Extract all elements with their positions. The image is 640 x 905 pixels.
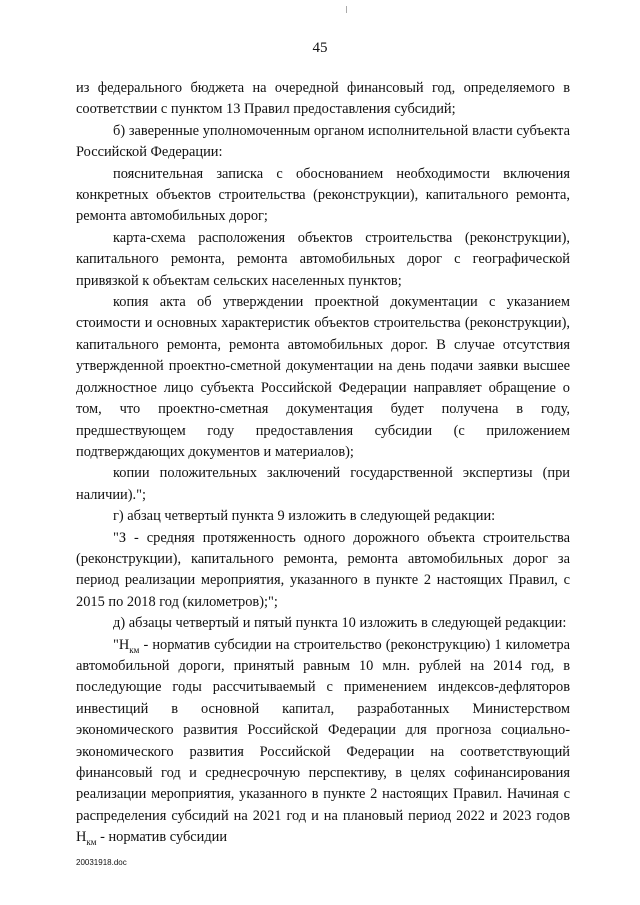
file-name-footer: 20031918.doc [76,858,127,867]
paragraph: д) абзацы четвертый и пятый пункта 10 изложить в следующей редакции: [113,615,567,632]
scan-mark [346,6,347,13]
paragraph: копии положительных заключений государственной экспертизы (при наличии)."; [76,465,570,503]
norm-subscript: км [86,837,97,848]
open-quote: " [113,636,119,653]
page-number: 45 [312,40,328,56]
paragraph: г) абзац четвертый пункта 9 изложить в следующей редакции: [113,508,496,525]
paragraph: копия акта об утверждении проектной документации с указанием стоимости и основных характеристик объектов строительства (реконструкции), капитального ремонта, ремонта автомобильных дорог. В случае отсутствия утвержденной проектно-сметной документации на день подачи заявки высшее должностное лицо субъекта Российской Федерации направляет обращение о том, что проектно-сметная документация будет получена в году, предшествующем году предоставления субсидии (с приложением подтверждающих документов и материалов); [76,294,570,460]
norm-symbol: Н [118,636,130,653]
paragraph: б) заверенные уполномоченным органом исполнительной власти субъекта Российской Федерации: [76,122,570,161]
norm-text-end: - норматив субсидии [96,829,228,846]
norm-text: - норматив субсидии на строительство (реконструкцию) 1 километра автомобильной дороги, принятый равным 10 млн. рублей на 2014 год, в последующие годы рассчитываемый с применением индексов-дефляторов инвестиций в основной капитал, разработанных Министерством экономического развития Российской Федерации для прогноза социально-экономического развития Российской Федерации на соответствующий финансовый год и среднесрочную перспективу, в целях софинансирования реализации мероприятия, указанного в пункте 2 настоящих Правил. Начиная с распределения субсидий на 2021 год и на плановый период 2022 и 2023 годов [76,636,570,824]
document-body [76,78,570,849]
paragraph-norm-definition [76,635,570,849]
norm-subscript: км [129,644,140,655]
paragraph: из федерального бюджета на очередной финансовый год, определяемого в соответствии с пунктом 13 Правил предоставления субсидий; [76,80,570,118]
paragraph: "З - средняя протяженность одного дорожного объекта строительства (реконструкции), капитального ремонта, ремонта автомобильных дорог за период реализации мероприятия, указанного в пункте 2 настоящих Правил, с 2015 по 2018 год (километров);"; [76,529,570,610]
paragraph: пояснительная записка с обоснованием необходимости включения конкретных объектов строительства (реконструкции), капитального ремонта, ремонта автомобильных дорог; [76,165,570,225]
paragraph: карта-схема расположения объектов строительства (реконструкции), капитального ремонта, ремонта автомобильных дорог с географической привязкой к объектам сельских населенных пунктов; [76,229,570,289]
norm-symbol: Н [76,829,87,846]
